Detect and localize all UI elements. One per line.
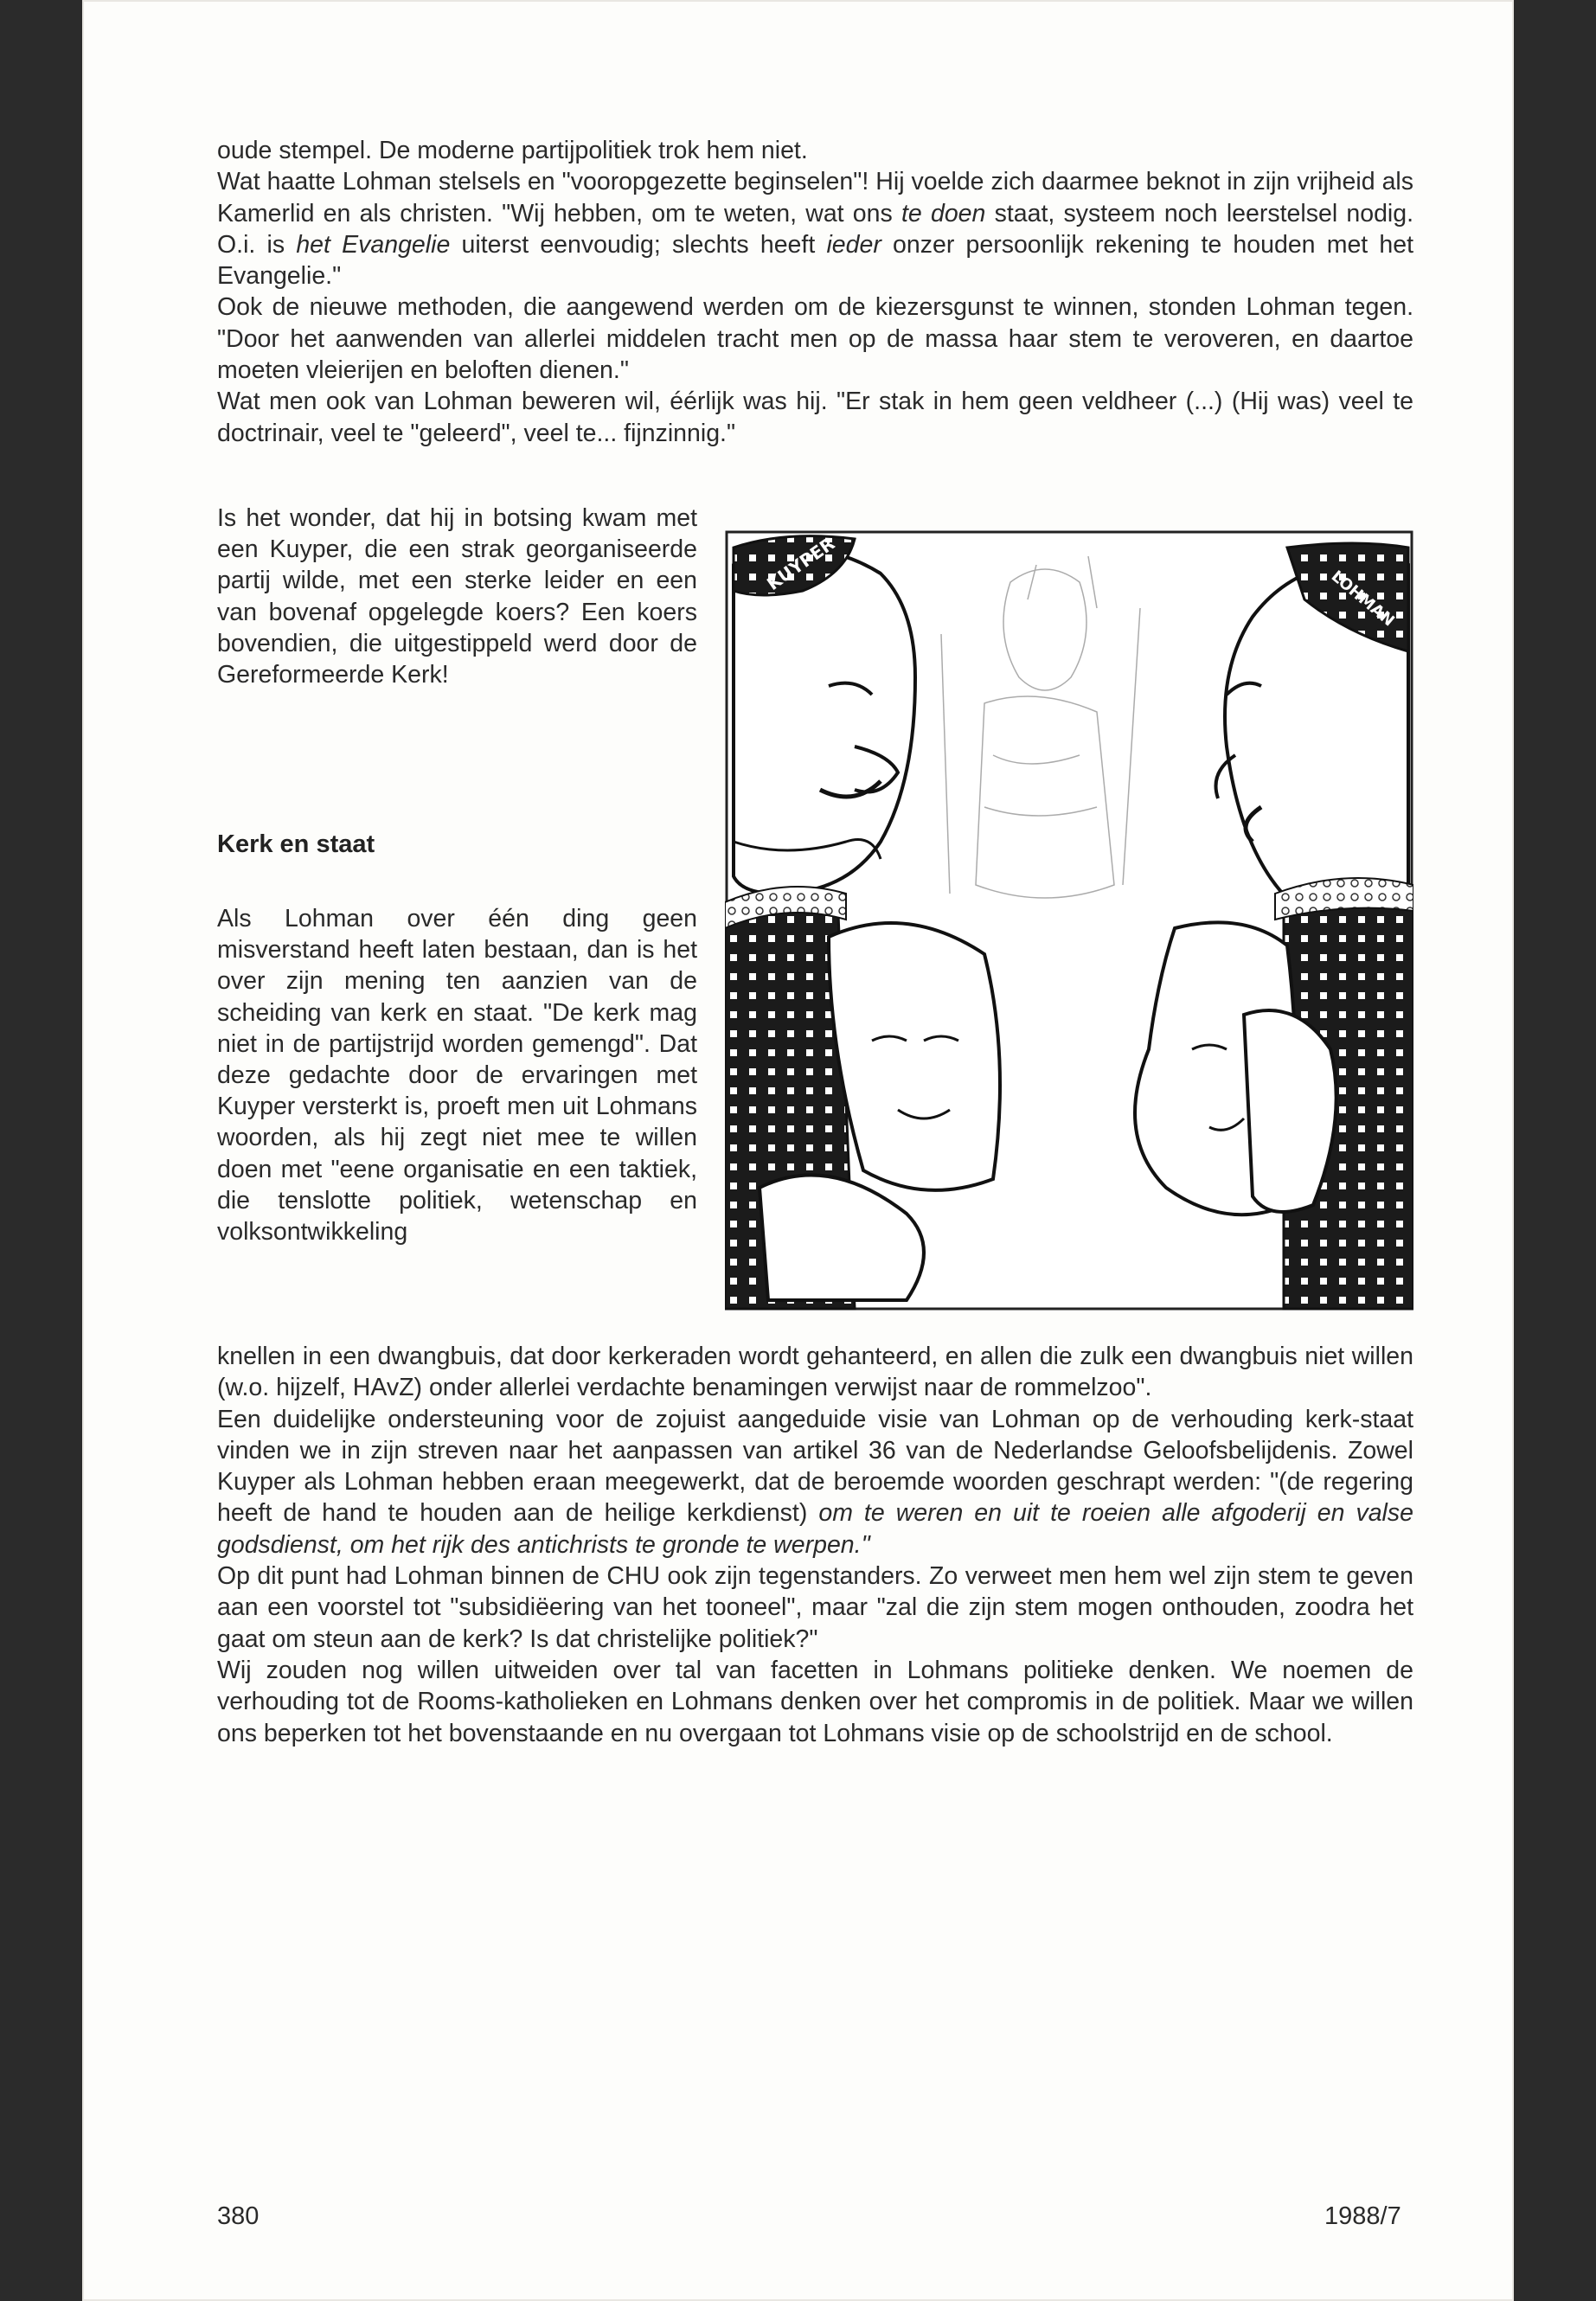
bottom-text-block — [217, 1341, 1413, 1749]
section-heading: Kerk en staat — [217, 830, 375, 858]
side-paragraph-1: Is het wonder, dat hij in botsing kwam met een Kuyper, die een strak georganiseerde partij wilde, met een sterke leider en een van bovenaf opgelegde koers? Een koers bovendien, die uitgestippeld werd door de Gereformeerde Kerk! — [217, 504, 697, 689]
paragraph: Wij zouden nog willen uitweiden over tal van facetten in Lohmans politieke denken. We noemen de verhouding tot de Rooms-katholieken en Lohmans denken over het compromis in de politiek. Maar we willen ons beperken tot het bovenstaande en nu overgaan tot Lohmans visie op de schoolstrijd en de school. — [217, 1656, 1413, 1747]
paragraph: Wat haatte Lohman stelsels en "vooropgezette beginselen"! Hij voelde zich daarmee beknot in zijn vrijheid als Kamerlid en als christen. "Wij hebben, om te weten, wat ons te doen staat, systeem noch leerstelsel nodig. O.i. is het Evangelie uiterst eenvoudig; slechts heeft ieder onzer persoonlijk rekening te houden met het Evangelie." — [217, 168, 1414, 291]
paragraph: oude stempel. De moderne partijpolitiek trok hem niet. — [217, 137, 808, 164]
paragraph: Ook de nieuwe methoden, die aangewend werden om de kiezersgunst te winnen, stonden Lohman tegen. "Door het aanwenden van allerlei middelen tracht men op de massa haar stem te veroveren, en daartoe moeten vleierijen en beloften dienen." — [217, 293, 1413, 385]
top-text-block — [217, 135, 1413, 449]
issue-number: 1988/7 — [1324, 2202, 1401, 2230]
svg-text:LOHMAN: LOHMAN — [1327, 567, 1398, 631]
paragraph: Een duidelijke ondersteuning voor de zojuist aangeduide visie van Lohman op de verhouding kerk-staat vinden we in zijn streven naar het aanpassen van artikel 36 van de Nederlandse Geloofsbelijdenis. Zowel Kuyper als Lohman hebben eraan meegewerkt, dat de beroemde woorden geschrapt werden: "(de regering heeft de hand te houden aan de heilige kerkdienst) om te weren en uit te roeien alle afgoderij en valse godsdienst, om het rijk des antichrists te gronde te werpen." — [217, 1405, 1413, 1559]
cartoon-illustration — [725, 530, 1413, 1311]
paragraph: Op dit punt had Lohman binnen de CHU ook zijn tegenstanders. Zo verweet men hem wel zijn stem te geven aan een voorstel tot "subsidiëering van het tooneel", maar "zal die zijn stem mogen onthouden, zoodra het gaat om steun aan de kerk? Is dat christelijke politiek?" — [217, 1562, 1413, 1653]
paragraph: Wat men ook van Lohman beweren wil, éérlijk was hij. "Er stak in hem geen veldheer (...) (Hij was) veel te doctrinair, veel te "geleerd", veel te... fijnzinnig." — [217, 388, 1413, 447]
page-number: 380 — [217, 2202, 260, 2230]
paragraph: knellen in een dwangbuis, dat door kerkeraden wordt gehanteerd, en allen die zulk een dwangbuis niet willen (w.o. hijzelf, HAvZ) onder allerlei verdachte benamingen verwijst naar de rommelzoo". — [217, 1343, 1413, 1402]
svg-text:KUYPER: KUYPER — [763, 533, 839, 595]
side-paragraph-2: Als Lohman over één ding geen misverstand heeft laten bestaan, dan is het over zijn mening ten aanzien van de scheiding van kerk en staat. "De kerk mag niet in de partijstrijd worden gemengd". Dat deze gedachte door de ervaringen met Kuyper versterkt is, proeft men uit Lohmans woorden, als hij zegt niet mee te willen doen met "eene organisatie en een taktiek, die tenslotte politiek, wetenschap en volksontwikkeling — [217, 905, 697, 1247]
